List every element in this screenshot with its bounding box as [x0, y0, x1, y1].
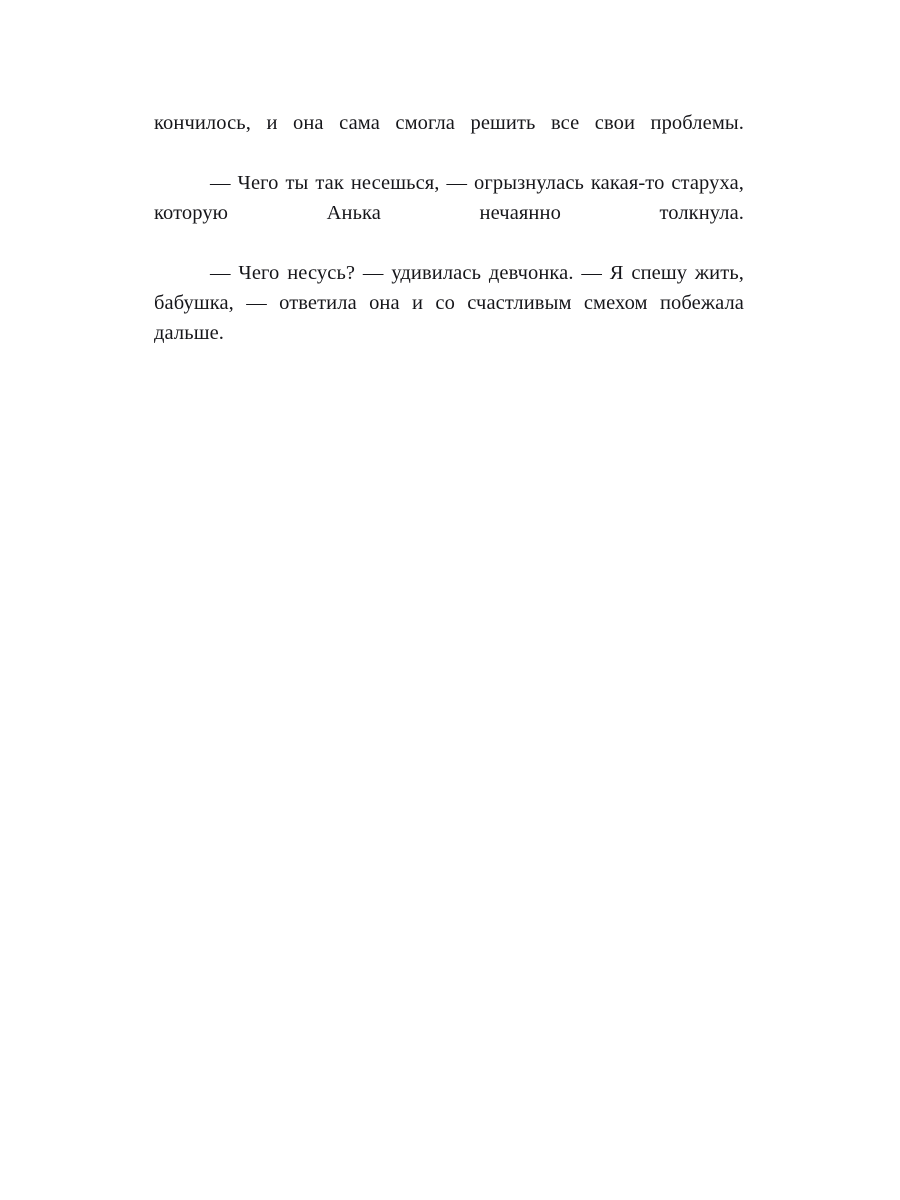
- paragraph: кончилось, и она сама смогла решить все свои проблемы.: [154, 112, 744, 134]
- body-text-column: [154, 108, 744, 378]
- paragraph: — Чего ты так несешься, — огрызнулась какая-то старуха, которую Анька нечаянно толкнула.: [154, 172, 744, 224]
- paragraph: — Чего несусь? — удивилась девчонка. — Я спешу жить, бабушка, — ответила она и со счастливым смехом побежала дальше.: [154, 262, 744, 344]
